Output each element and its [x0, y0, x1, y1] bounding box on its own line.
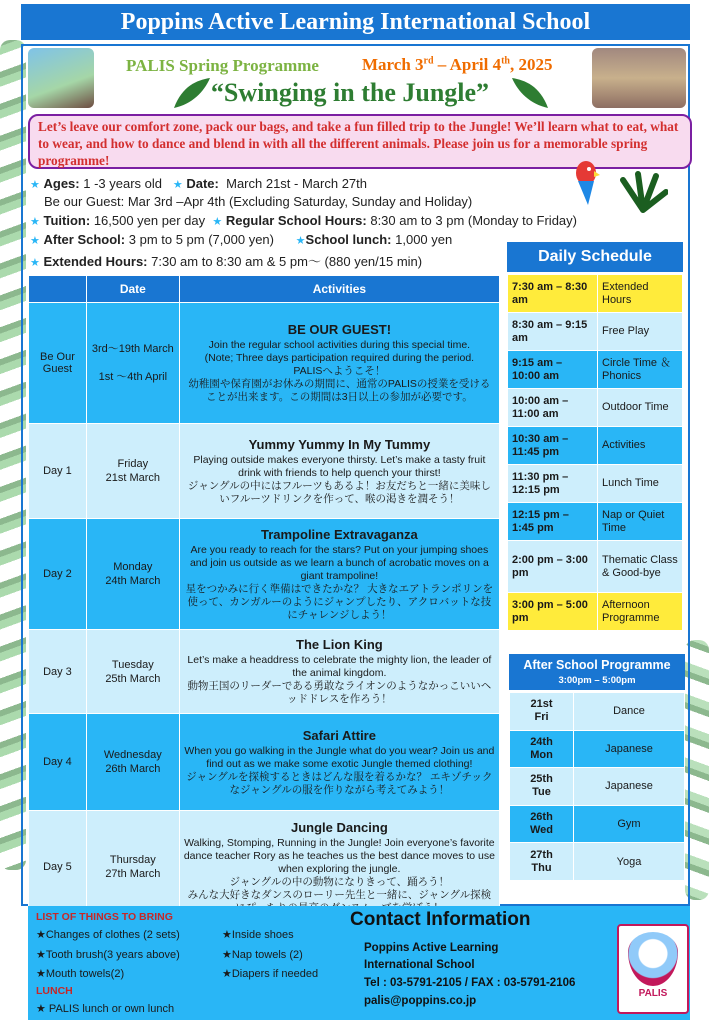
table-header — [29, 276, 87, 303]
day-cell: Day 3 — [29, 630, 87, 714]
table-row — [508, 465, 683, 503]
table-row — [508, 389, 683, 427]
time-cell: 9:15 am – 10:00 am — [508, 351, 598, 389]
info-after-school: ★ After School: 3 pm to 5 pm (7,000 yen) ★School lunch: 1,000 yen — [30, 232, 453, 247]
programme-dates: March 3rd – April 4th, 2025 — [362, 55, 553, 74]
activity-cell: Extended Hours — [598, 275, 683, 313]
table-row — [29, 303, 500, 424]
table-row — [508, 503, 683, 541]
after-school-hours: 3:00pm – 5:00pm — [558, 675, 636, 686]
date-cell: 26th Wed — [510, 805, 574, 843]
info-extended: ★ Extended Hours: 7:30 am to 8:30 am & 5 pm～ (880 yen/15 min) — [30, 254, 423, 269]
after-school-title — [509, 654, 685, 690]
table-row — [510, 730, 685, 768]
after-school-table — [509, 692, 685, 881]
programme-name: PALIS Spring Programme — [126, 56, 319, 75]
activity-cell: Yoga — [574, 843, 685, 881]
contact-email[interactable]: palis@poppins.co.jp — [364, 995, 477, 1007]
activity-cell: Lunch Time — [598, 465, 683, 503]
page-title: Poppins Active Learning International School — [21, 4, 690, 40]
day-cell: Day 1 — [29, 424, 87, 519]
after-school-heading: After School Programme — [523, 658, 671, 672]
activity-cell: Outdoor Time — [598, 389, 683, 427]
activity-cell: Thematic Class & Good-bye — [598, 541, 683, 593]
date-cell: 3rd～19th March 1st ～4th April — [86, 303, 179, 424]
activity-cell: Trampoline Extravaganza Are you ready to reach for the stars? Put on your jumping shoes and join us outside as we learn a bunch of acrobatic moves on a giant trampoline! 星をつかみに行く準備はできたかな？ 大きなエアトランポリンを使って、カンガルーのようにジャンプしたり、アクロバットな技にチャレンジしよう！ — [179, 519, 499, 630]
giraffe-image — [28, 48, 94, 108]
date-cell: 24th Mon — [510, 730, 574, 768]
time-cell: 11:30 pm – 12:15 pm — [508, 465, 598, 503]
activity-cell: Japanese — [574, 768, 685, 806]
bring-item: ★Inside shoes — [222, 929, 294, 941]
table-row — [510, 693, 685, 731]
leaf-icon — [510, 76, 550, 110]
table-row — [510, 805, 685, 843]
table-row — [510, 768, 685, 806]
crest-icon — [628, 932, 678, 986]
table-row — [508, 313, 683, 351]
activity-cell: Afternoon Programme — [598, 593, 683, 631]
day-cell: Day 4 — [29, 714, 87, 811]
monkey-image — [592, 48, 686, 108]
table-row — [29, 519, 500, 630]
activity-cell: The Lion King Let’s make a headdress to celebrate the mighty lion, the leader of the animal kingdom. 動物王国のリーダーである勇敢なライオンのようなかっこいいヘッドドレスを作ろう！ — [179, 630, 499, 714]
bring-list-title: LIST OF THINGS TO BRING — [36, 911, 173, 923]
time-cell: 7:30 am – 8:30 am — [508, 275, 598, 313]
lunch-title: LUNCH — [36, 985, 73, 997]
bring-item: ★Changes of clothes (2 sets) — [36, 929, 180, 941]
activity-cell: Yummy Yummy In My Tummy Playing outside makes everyone thirsty. Let’s make a tasty fruit drink with friends to help quench your thirst! ジャングルの中にはフルーツもあるよ！お友だちと一緒に美味しいフルーツドリンクを作って、喉の渇きを潤そう！ — [179, 424, 499, 519]
info-guest: Be our Guest: Mar 3rd –Apr 4th (Excluding Saturday, Sunday and Holiday) — [44, 194, 473, 209]
programme-subtitle: “Swinging in the Jungle” — [210, 78, 490, 107]
table-row — [29, 630, 500, 714]
date-cell: Friday 21st March — [86, 424, 179, 519]
daily-schedule-title: Daily Schedule — [507, 242, 683, 272]
activity-cell: BE OUR GUEST! Join the regular school activities during this special time. (Note; Three days participation required during the period. PALISへようこそ！ 幼稚園や保育園がお休みの期間に、通常のPALISの授業を受けることが出来ます。この期間は3日以上の参加が必要です。 — [179, 303, 499, 424]
contact-name: Poppins Active Learning — [364, 942, 499, 954]
daily-schedule-table — [507, 274, 683, 631]
contact-phone: Tel : 03-5791-2105 / FAX : 03-5791-2106 — [364, 977, 576, 989]
lunch-item: ★ PALIS lunch or own lunch — [36, 1003, 175, 1015]
time-cell: 10:00 am – 11:00 am — [508, 389, 598, 427]
activity-cell: Nap or Quiet Time — [598, 503, 683, 541]
contact-title: Contact Information — [350, 909, 531, 930]
activity-cell: Gym — [574, 805, 685, 843]
day-cell: Be Our Guest — [29, 303, 87, 424]
date-cell: Tuesday 25th March — [86, 630, 179, 714]
bring-item: ★Mouth towels(2) — [36, 968, 125, 980]
leaf-icon — [172, 76, 212, 110]
info-tuition: ★ Tuition: 16,500 yen per day ★ Regular School Hours: 8:30 am to 3 pm (Monday to Friday) — [30, 213, 577, 228]
date-cell: Thursday 27th March — [86, 811, 179, 924]
date-cell: Wednesday 26th March — [86, 714, 179, 811]
date-cell: 27th Thu — [510, 843, 574, 881]
activity-cell: Jungle Dancing Walking, Stomping, Running in the Jungle! Join everyone’s favorite dance teacher Rory as he teaches us the best dance moves to use when exploring the jungle. ジャングルの中の動物になりきって、踊ろう！ みんな大好きなダンスのローリー先生と一緒に、ジャングル探検 — [179, 811, 499, 924]
activity-cell: Safari Attire When you go walking in the Jungle what do you wear? Join us and find out as we make some exotic Jungle themed clothing! ジャングルを探検するときはどんな服を着るかな？ エキゾチックなジャングルの服を作りながら考えてみよう！ — [179, 714, 499, 811]
table-row — [29, 714, 500, 811]
time-cell: 3:00 pm – 5:00 pm — [508, 593, 598, 631]
table-row — [510, 843, 685, 881]
time-cell: 2:00 pm – 3:00 pm — [508, 541, 598, 593]
contact-name: International School — [364, 959, 475, 971]
table-row — [508, 351, 683, 389]
date-cell: 21st Fri — [510, 693, 574, 731]
bring-item: ★Diapers if needed — [222, 968, 319, 980]
palm-leaf-icon — [618, 170, 668, 214]
table-row — [508, 541, 683, 593]
table-header: Date — [86, 276, 179, 303]
day-cell: Day 2 — [29, 519, 87, 630]
date-cell: Monday 24th March — [86, 519, 179, 630]
activity-cell: Activities — [598, 427, 683, 465]
time-cell: 10:30 am – 11:45 pm — [508, 427, 598, 465]
activity-cell: Dance — [574, 693, 685, 731]
activity-cell: Japanese — [574, 730, 685, 768]
activity-schedule-table — [28, 275, 500, 924]
table-row — [508, 427, 683, 465]
info-ages-date: ★ Ages: 1 -3 years old ★ Date: March 21st - March 27th — [30, 176, 367, 191]
table-row — [508, 275, 683, 313]
table-header: Activities — [179, 276, 499, 303]
activity-cell: Free Play — [598, 313, 683, 351]
bring-item: ★Nap towels (2) — [222, 949, 303, 961]
table-row — [29, 424, 500, 519]
parrot-icon — [566, 155, 606, 207]
time-cell: 8:30 am – 9:15 am — [508, 313, 598, 351]
day-cell: Day 5 — [29, 811, 87, 924]
intro-box: Let’s leave our comfort zone, pack our bags, and take a fun filled trip to the Jungle! We’ll learn what to eat, what to wear, and how to dance and blend in with all the different animals. Please join us for a memorable spring programme! — [28, 114, 692, 169]
activity-cell: Circle Time ＆Phonics — [598, 351, 683, 389]
bring-item: ★Tooth brush(3 years above) — [36, 949, 180, 961]
time-cell: 12:15 pm – 1:45 pm — [508, 503, 598, 541]
table-row — [508, 593, 683, 631]
palis-logo: PALIS — [617, 924, 689, 1014]
date-cell: 25th Tue — [510, 768, 574, 806]
